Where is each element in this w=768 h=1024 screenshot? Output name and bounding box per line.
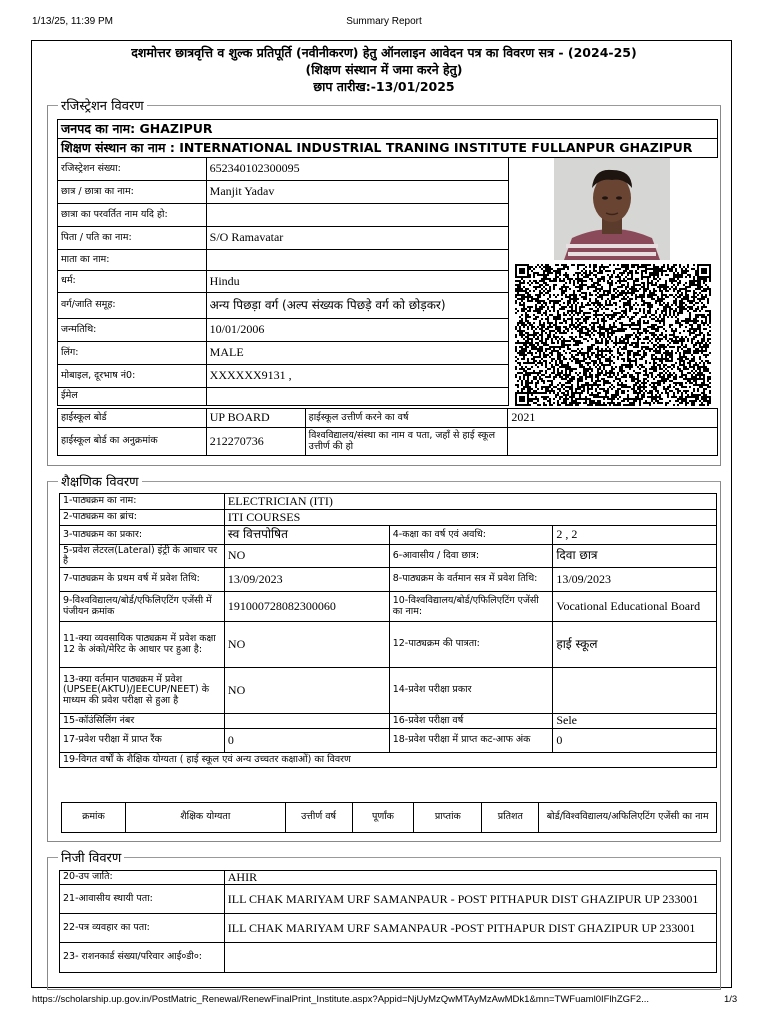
column-header: क्रमांक <box>62 803 126 833</box>
field-value: S/O Ramavatar <box>206 227 508 250</box>
previous-qualification-table <box>61 802 717 833</box>
previous-qualification-label: 19-विगत वर्षों के शैक्षिक योग्यता ( हाई स्कूल एवं अन्य उच्चतर कक्षाओं) का विवरण <box>60 753 717 768</box>
course-name-value: ELECTRICIAN (ITI) <box>224 494 716 510</box>
hs-board-value: UP BOARD <box>206 409 305 428</box>
field-label: 11-क्या व्यवसायिक पाठ्यक्रम में प्रवेश कक्षा 12 के अंको/मेरिट के आधार पर हुआ है: <box>60 622 225 668</box>
field-value: 2 , 2 <box>553 526 717 545</box>
field-value: हाई स्कूल <box>553 622 717 668</box>
registration-legend: रजिस्ट्रेशन विवरण <box>61 99 144 114</box>
field-value: AHIR <box>224 871 716 885</box>
field-label: पिता / पति का नाम: <box>58 227 207 250</box>
field-label: 13-क्या वर्तमान पाठ्यक्रम में प्रवेश (UPSEE(AKTU)/JEECUP/NEET) के माध्यम की प्रवेश परीक्षा से हुआ है <box>60 668 225 714</box>
field-value: Vocational Educational Board <box>553 592 717 622</box>
education-row <box>60 568 717 592</box>
field-value: NO <box>224 545 389 568</box>
field-label: 6-आवासीय / दिवा छात्र: <box>389 545 553 568</box>
registration-row <box>58 365 509 388</box>
column-header: बोर्ड/विश्वविद्यालय/अफिलिएटिंग एजेंसी का नाम <box>539 803 717 833</box>
field-label: माता का नाम: <box>58 250 207 271</box>
field-label: मोबाइल, दूरभाष नं0: <box>58 365 207 388</box>
field-label: 21-आवासीय स्थायी पता: <box>60 885 225 914</box>
field-value: Hindu <box>206 271 508 293</box>
qr-code <box>515 264 711 406</box>
personal-legend: निजी विवरण <box>61 851 122 866</box>
education-legend: शैक्षणिक विवरण <box>61 475 139 490</box>
field-label: 18-प्रवेश परीक्षा में प्राप्त कट-आफ अंक <box>389 729 553 753</box>
field-label: धर्म: <box>58 271 207 293</box>
field-label: छात्रा का परवर्तित नाम यदि हो: <box>58 204 207 227</box>
registration-row <box>58 158 509 181</box>
field-value <box>206 388 508 406</box>
field-label: छात्र / छात्रा का नाम: <box>58 181 207 204</box>
registration-row <box>58 342 509 365</box>
field-value: NO <box>224 622 389 668</box>
district-name: जनपद का नाम: GHAZIPUR <box>58 120 718 139</box>
field-value: XXXXXX9131 , <box>206 365 508 388</box>
field-label: 5-प्रवेश लेटरल(Lateral) इंट्री के आधार पर है <box>60 545 225 568</box>
field-value: स्व वित्तपोषित <box>224 526 389 545</box>
registration-row <box>58 227 509 250</box>
field-value <box>206 204 508 227</box>
hs-univ-label: विश्वविद्यालय/संस्था का नाम व पता, जहाँ से हाई स्कूल उत्तीर्ण की हो <box>305 428 508 456</box>
education-row <box>60 622 717 668</box>
field-value <box>553 668 717 714</box>
registration-details-table <box>57 157 509 406</box>
field-value: दिवा छात्र <box>553 545 717 568</box>
personal-table <box>59 870 717 973</box>
registration-row <box>58 204 509 227</box>
field-value: 652340102300095 <box>206 158 508 181</box>
hs-roll-label: हाईस्कूल बोर्ड का अनुक्रमांक <box>58 428 207 456</box>
field-label: 14-प्रवेश परीक्षा प्रकार <box>389 668 553 714</box>
field-value: Manjit Yadav <box>206 181 508 204</box>
course-name-label: 1-पाठ्यक्रम का नाम: <box>60 494 225 510</box>
field-value: NO <box>224 668 389 714</box>
report-subtitle: (शिक्षण संस्थान में जमा करने हेतु) <box>305 62 463 77</box>
field-label: 17-प्रवेश परीक्षा में प्राप्त रैंक <box>60 729 225 753</box>
education-row <box>60 668 717 714</box>
column-header: प्राप्तांक <box>414 803 482 833</box>
registration-row <box>58 250 509 271</box>
field-label: 4-कक्षा का वर्ष एवं अवधि: <box>389 526 553 545</box>
field-label: 23- राशनकार्ड संख्या/परिवार आई०डी०: <box>60 943 225 973</box>
field-label: 20-उप जाति: <box>60 871 225 885</box>
print-doc-title: Summary Report <box>346 16 422 27</box>
report-title: दशमोत्तर छात्रवृत्ति व शुल्क प्रतिपूर्ति (नवीनीकरण) हेतु ऑनलाइन आवेदन पत्र का विवरण सत्र - (2024-25) <box>131 45 637 60</box>
field-value: 13/09/2023 <box>224 568 389 592</box>
field-value: Sele <box>553 714 717 729</box>
field-label: रजिस्ट्रेशन संख्या: <box>58 158 207 181</box>
field-value: ILL CHAK MARIYAM URF SAMANPAUR -POST PITHAPUR DIST GHAZIPUR UP 233001 <box>224 914 716 943</box>
personal-row <box>60 914 717 943</box>
institute-name: शिक्षण संस्थान का नाम : INTERNATIONAL INDUSTRIAL TRANING INSTITUTE FULLANPUR GHAZIPUR <box>58 139 718 158</box>
field-value <box>224 714 389 729</box>
education-row <box>60 526 717 545</box>
field-label: 7-पाठ्यक्रम के प्रथम वर्ष में प्रवेश तिथि: <box>60 568 225 592</box>
hs-pass-year-label: हाईस्कूल उत्तीर्ण करने का वर्ष <box>305 409 508 428</box>
column-header: उत्तीर्ण वर्ष <box>285 803 352 833</box>
field-label: लिंग: <box>58 342 207 365</box>
field-value: 0 <box>553 729 717 753</box>
field-value: MALE <box>206 342 508 365</box>
personal-row <box>60 885 717 914</box>
student-photo <box>554 158 670 260</box>
page-url: https://scholarship.up.gov.in/PostMatric_Renewal/RenewFinalPrint_Institute.aspx?Appid=NjUyMzQwMTAyMzAwMDk1&mn=TWFuaml0IFlhZGF2... <box>32 994 650 1005</box>
page-number: 1/3 <box>724 994 738 1005</box>
field-label: 16-प्रवेश परीक्षा वर्ष <box>389 714 553 729</box>
column-header: शैक्षिक योग्यता <box>125 803 285 833</box>
registration-row <box>58 271 509 293</box>
field-value: अन्य पिछड़ा वर्ग (अल्प संख्यक पिछड़े वर्ग को छोड़कर) <box>206 293 508 319</box>
field-label: जन्मतिथि: <box>58 319 207 342</box>
field-label: वर्ग/जाति समूह: <box>58 293 207 319</box>
registration-row <box>58 319 509 342</box>
registration-row <box>58 388 509 406</box>
hs-roll-value: 212270736 <box>206 428 305 456</box>
column-header: पूर्णांक <box>352 803 414 833</box>
course-branch-label: 2-पाठ्यक्रम का ब्रांच: <box>60 510 225 526</box>
education-row <box>60 545 717 568</box>
field-label: 12-पाठ्यक्रम की पात्रता: <box>389 622 553 668</box>
field-value: 191000728082300060 <box>224 592 389 622</box>
field-label: 22-पत्र व्यवहार का पता: <box>60 914 225 943</box>
print-datetime: 1/13/25, 11:39 PM <box>32 16 113 27</box>
registration-row <box>58 181 509 204</box>
highschool-table <box>57 408 718 456</box>
education-row <box>60 714 717 729</box>
hs-board-label: हाईस्कूल बोर्ड <box>58 409 207 428</box>
education-row <box>60 729 717 753</box>
education-table <box>59 493 717 768</box>
field-label: 15-कॉउंसिलिंग नंबर <box>60 714 225 729</box>
field-label: 8-पाठ्यक्रम के वर्तमान सत्र में प्रवेश तिथि: <box>389 568 553 592</box>
personal-row <box>60 871 717 885</box>
hs-pass-year-value: 2021 <box>508 409 718 428</box>
column-header: प्रतिशत <box>482 803 539 833</box>
hs-univ-value <box>508 428 718 456</box>
course-branch-value: ITI COURSES <box>224 510 716 526</box>
field-value: 10/01/2006 <box>206 319 508 342</box>
field-label: 10-विश्वविद्यालय/बोर्ड/एफिलिएटिंग एजेंसी का नाम: <box>389 592 553 622</box>
field-label: 9-विश्वविद्यालय/बोर्ड/एफिलिएटिंग एजेंसी में पंजीयन क्रमांक <box>60 592 225 622</box>
field-label: 3-पाठ्यक्रम का प्रकार: <box>60 526 225 545</box>
field-value: 13/09/2023 <box>553 568 717 592</box>
field-value: ILL CHAK MARIYAM URF SAMANPAUR - POST PITHAPUR DIST GHAZIPUR UP 233001 <box>224 885 716 914</box>
field-value <box>206 250 508 271</box>
registration-header-table <box>57 119 718 158</box>
field-value: 0 <box>224 729 389 753</box>
print-date: छाप तारीख:-13/01/2025 <box>313 79 455 94</box>
field-label: ईमेल <box>58 388 207 406</box>
registration-row <box>58 293 509 319</box>
personal-row <box>60 943 717 973</box>
education-row <box>60 592 717 622</box>
field-value <box>224 943 716 973</box>
